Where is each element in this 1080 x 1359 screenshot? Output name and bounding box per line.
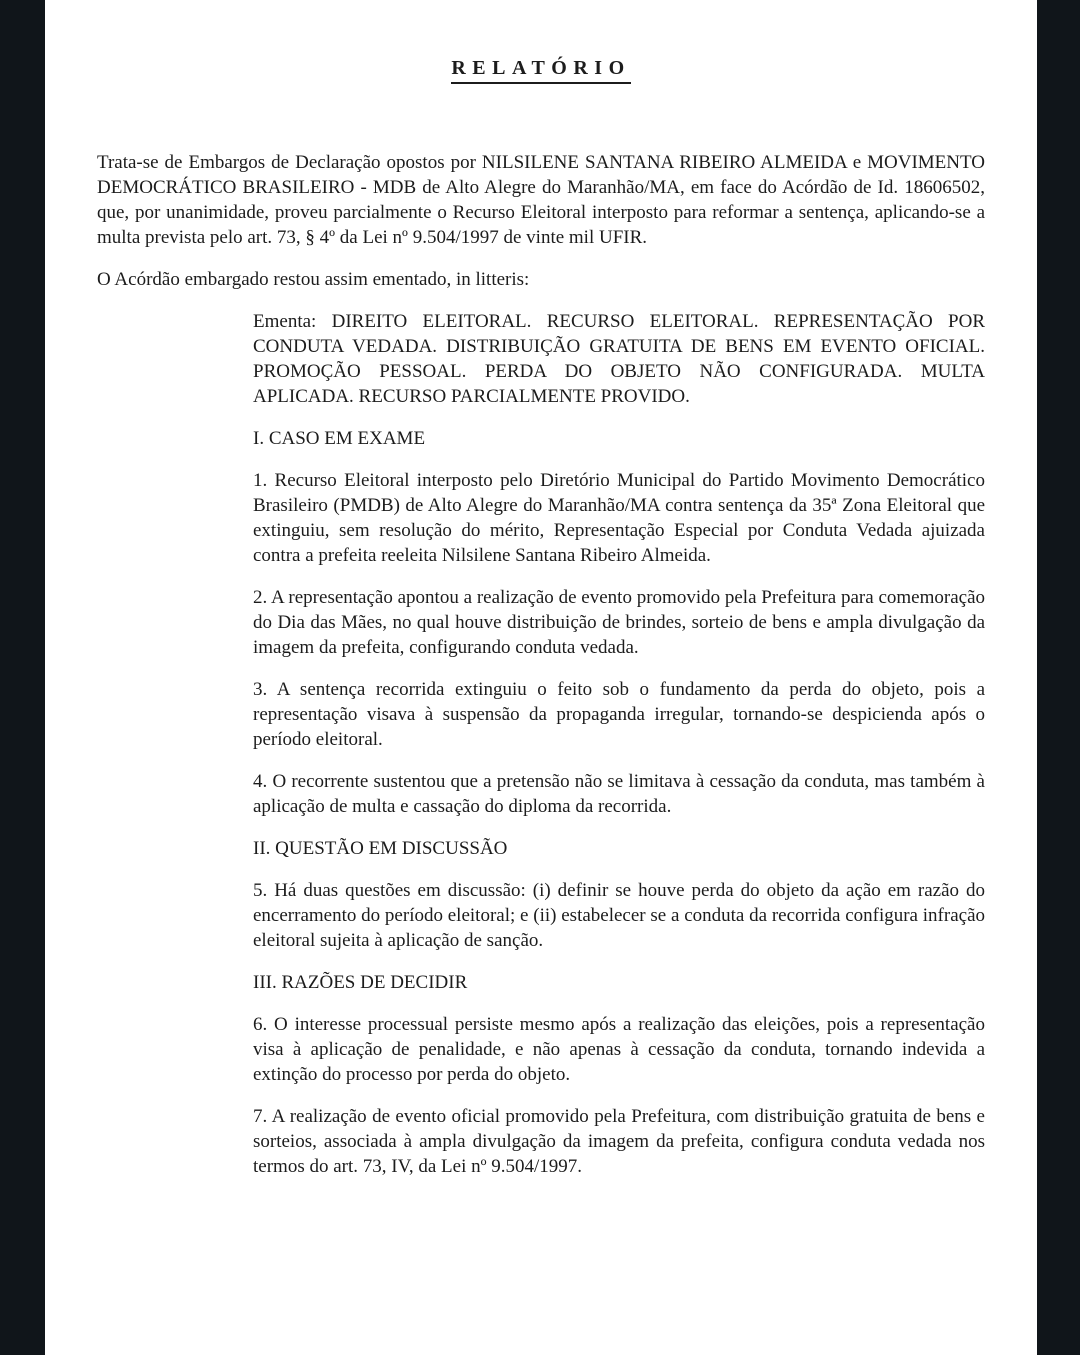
numbered-item-7: 7. A realização de evento oficial promovido pela Prefeitura, com distribuição gratuita de bens e sorteios, associada à ampla divulgação da imagem da prefeita, configura conduta vedada nos termos do art. 73, IV, da Lei nº 9.504/1997. — [253, 1106, 985, 1177]
intro-paragraph: Trata-se de Embargos de Declaração opostos por NILSILENE SANTANA RIBEIRO ALMEIDA e MOVIMENTO DEMOCRÁTICO BRASILEIRO - MDB de Alto Alegre do Maranhão/MA, em face do Acórdão de Id. 18606502, que, por unanimidade, proveu parcialmente o Recurso Eleitoral interposto para reformar a sentença, aplicando-se a multa prevista pelo art. 73, § 4º da Lei nº 9.504/1997 de vinte mil UFIR. — [97, 152, 985, 248]
numbered-item-2: 2. A representação apontou a realização de evento promovido pela Prefeitura para comemoração do Dia das Mães, no qual houve distribuição de brindes, sorteio de bens e ampla divulgação da imagem da prefeita, configurando conduta vedada. — [253, 587, 985, 658]
report-title — [97, 56, 985, 84]
section-heading-razoes-de-decidir: III. RAZÕES DE DECIDIR — [253, 972, 468, 993]
ementa-paragraph: Ementa: DIREITO ELEITORAL. RECURSO ELEITORAL. REPRESENTAÇÃO POR CONDUTA VEDADA. DISTRIBUIÇÃO GRATUITA DE BENS EM EVENTO OFICIAL. PROMOÇÃO PESSOAL. PERDA DO OBJETO NÃO CONFIGURADA. MULTA APLICADA. RECURSO PARCIALMENTE PROVIDO. — [253, 311, 985, 407]
section-heading-caso-em-exame: I. CASO EM EXAME — [253, 428, 426, 449]
right-background-bar — [1037, 0, 1080, 1355]
section-heading-questao-em-discussao: II. QUESTÃO EM DISCUSSÃO — [253, 838, 508, 859]
numbered-item-3: 3. A sentença recorrida extinguiu o feito sob o fundamento da perda do objeto, pois a representação visava à suspensão da propaganda irregular, tornando-se despicienda após o período eleitoral. — [253, 679, 985, 750]
document-page — [45, 0, 1037, 1359]
left-background-bar — [0, 0, 45, 1355]
numbered-item-5: 5. Há duas questões em discussão: (i) definir se houve perda do objeto da ação em razão do encerramento do período eleitoral; e (ii) estabelecer se a conduta da recorrida configura infração eleitoral sujeita à aplicação de sanção. — [253, 880, 985, 951]
acordao-lead-paragraph: O Acórdão embargado restou assim ementado, in litteris: — [97, 269, 530, 290]
numbered-item-4: 4. O recorrente sustentou que a pretensão não se limitava à cessação da conduta, mas também à aplicação de multa e cassação do diploma da recorrida. — [253, 771, 985, 817]
numbered-item-6: 6. O interesse processual persiste mesmo após a realização das eleições, pois a representação visa à aplicação de penalidade, e não apenas à cessação da conduta, tornando indevida a extinção do processo por perda do objeto. — [253, 1014, 985, 1085]
numbered-item-1: 1. Recurso Eleitoral interposto pelo Diretório Municipal do Partido Movimento Democrático Brasileiro (PMDB) de Alto Alegre do Maranhão/MA contra sentença da 35ª Zona Eleitoral que extinguiu, sem resolução do mérito, Representação Especial por Conduta Vedada ajuizada contra a prefeita reeleita Nilsilene Santana Ribeiro Almeida. — [253, 470, 985, 566]
report-title-text: RELATÓRIO — [451, 56, 630, 84]
